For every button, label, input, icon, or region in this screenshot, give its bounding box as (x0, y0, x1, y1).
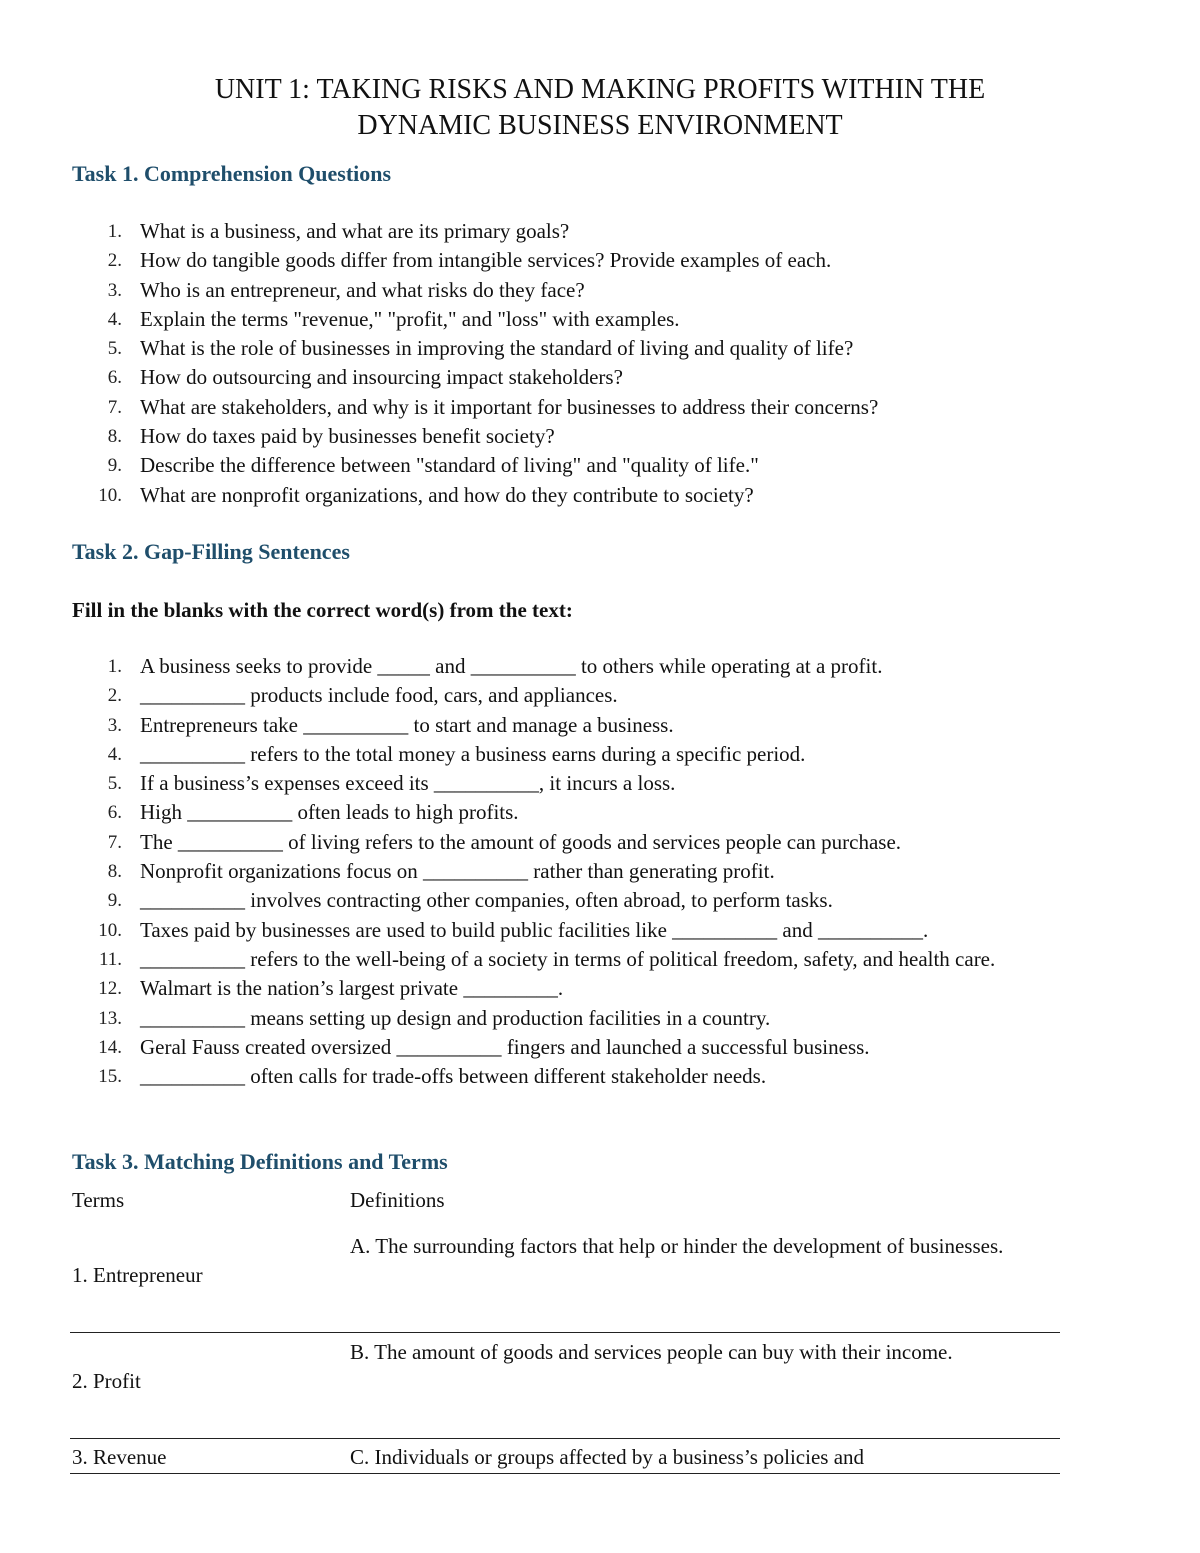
list-item (72, 422, 1142, 451)
list-item (72, 652, 1142, 681)
task2-heading: Task 2. Gap-Filling Sentences (72, 539, 350, 564)
matching-definition: B. The amount of goods and services people can buy with their income. (350, 1340, 953, 1364)
list-item-text: If a business’s expenses exceed its __________, it incurs a loss. (140, 771, 676, 796)
list-item-number: 8. (107, 426, 122, 448)
list-item-number: 10. (98, 919, 122, 941)
list-item-number: 2. (107, 685, 122, 707)
list-item-number: 1. (107, 656, 122, 677)
list-item-number: 9. (107, 455, 122, 477)
list-item (72, 1004, 1142, 1033)
list-item-number: 9. (107, 890, 122, 912)
list-item-number: 2. (107, 250, 122, 272)
list-item (72, 1062, 1142, 1091)
terms-column-header: Terms (72, 1188, 125, 1212)
list-item-number: 11. (98, 948, 122, 970)
list-item-number: 15. (98, 1066, 122, 1088)
list-item-text: What is a business, and what are its primary goals? (140, 219, 570, 243)
list-item-text: High __________ often leads to high profits. (140, 800, 519, 825)
page-title-line-2: DYNAMIC BUSINESS ENVIRONMENT (357, 110, 843, 141)
list-item (72, 916, 1142, 945)
definitions-column-header: Definitions (350, 1188, 445, 1212)
list-item-text: Nonprofit organizations focus on __________ rather than generating profit. (140, 859, 775, 884)
list-item-number: 5. (107, 773, 122, 795)
list-item-number: 13. (98, 1007, 122, 1029)
list-item-number: 7. (107, 831, 122, 853)
list-item-number: 3. (107, 714, 122, 736)
list-item-number: 6. (107, 367, 122, 389)
task3-heading: Task 3. Matching Definitions and Terms (72, 1149, 448, 1174)
list-item-text: How do tangible goods differ from intangible services? Provide examples of each. (140, 248, 832, 273)
list-item (72, 857, 1142, 886)
list-item-number: 14. (98, 1036, 122, 1058)
list-item-text: Walmart is the nation’s largest private _________. (140, 976, 564, 1001)
table-row-divider (70, 1332, 1060, 1333)
list-item-number: 5. (107, 338, 122, 360)
list-item (72, 886, 1142, 915)
list-item (72, 276, 1142, 305)
list-item-number: 7. (107, 396, 122, 418)
list-item-number: 8. (107, 861, 122, 883)
matching-term: 1. Entrepreneur (72, 1263, 203, 1287)
matching-term: 2. Profit (72, 1369, 141, 1393)
list-item-text: Geral Fauss created oversized __________ fingers and launched a successful business. (140, 1034, 870, 1059)
list-item (72, 451, 1142, 480)
task2-sentence-list (72, 652, 1142, 1091)
list-item (72, 974, 1142, 1003)
list-item (72, 798, 1142, 827)
table-row-divider (70, 1473, 1060, 1474)
list-item-text: Explain the terms "revenue," "profit," and "loss" with examples. (140, 306, 680, 331)
list-item (72, 828, 1142, 857)
list-item-text: __________ refers to the total money a business earns during a specific period. (140, 741, 806, 766)
task1-heading: Task 1. Comprehension Questions (72, 161, 392, 186)
list-item (72, 769, 1142, 798)
list-item-number: 3. (107, 279, 122, 301)
list-item (72, 363, 1142, 392)
list-item-number: 10. (98, 484, 122, 506)
list-item-number: 1. (107, 221, 122, 242)
list-item-text: Who is an entrepreneur, and what risks do they face? (140, 277, 585, 302)
task1-question-list (72, 217, 1142, 510)
list-item-text: Taxes paid by businesses are used to build public facilities like __________ and __________. (140, 917, 929, 942)
list-item-text: __________ involves contracting other companies, often abroad, to perform tasks. (140, 888, 833, 913)
matching-definition: A. The surrounding factors that help or hinder the development of businesses. (350, 1234, 1004, 1258)
matching-term: 3. Revenue (72, 1445, 167, 1469)
page-title (0, 72, 1200, 144)
list-item (72, 334, 1142, 363)
table-row-divider (70, 1438, 1060, 1439)
list-item (72, 681, 1142, 710)
list-item-text: What is the role of businesses in improving the standard of living and quality of life? (140, 336, 854, 361)
list-item (72, 393, 1142, 422)
list-item (72, 217, 1142, 246)
list-item-number: 12. (98, 978, 122, 1000)
list-item-text: How do taxes paid by businesses benefit society? (140, 424, 555, 449)
list-item (72, 945, 1142, 974)
list-item-number: 4. (107, 743, 122, 765)
list-item-text: __________ means setting up design and production facilities in a country. (140, 1005, 771, 1030)
list-item-text: Entrepreneurs take __________ to start and manage a business. (140, 712, 674, 737)
list-item-text: __________ often calls for trade-offs between different stakeholder needs. (140, 1064, 767, 1089)
list-item-text: How do outsourcing and insourcing impact stakeholders? (140, 365, 623, 390)
list-item-number: 4. (107, 308, 122, 330)
list-item-text: The __________ of living refers to the amount of goods and services people can purchase. (140, 829, 902, 854)
list-item (72, 246, 1142, 275)
matching-definition: C. Individuals or groups affected by a business’s policies and (350, 1445, 865, 1469)
list-item-text: Describe the difference between "standard of living" and "quality of life." (140, 453, 759, 478)
list-item (72, 481, 1142, 510)
list-item-text: What are stakeholders, and why is it important for businesses to address their concerns? (140, 394, 879, 419)
page-title-line-1: UNIT 1: TAKING RISKS AND MAKING PROFITS WITHIN THE (214, 74, 986, 105)
list-item (72, 740, 1142, 769)
task2-instruction: Fill in the blanks with the correct word(s) from the text: (72, 598, 573, 622)
list-item (72, 305, 1142, 334)
list-item (72, 1033, 1142, 1062)
list-item-text: A business seeks to provide _____ and __________ to others while operating at a profit. (140, 654, 883, 678)
list-item-text: What are nonprofit organizations, and how do they contribute to society? (140, 482, 754, 507)
list-item-text: __________ products include food, cars, and appliances. (140, 683, 618, 708)
list-item (72, 711, 1142, 740)
list-item-text: __________ refers to the well-being of a society in terms of political freedom, safety, and health care. (140, 946, 996, 971)
list-item-number: 6. (107, 802, 122, 824)
